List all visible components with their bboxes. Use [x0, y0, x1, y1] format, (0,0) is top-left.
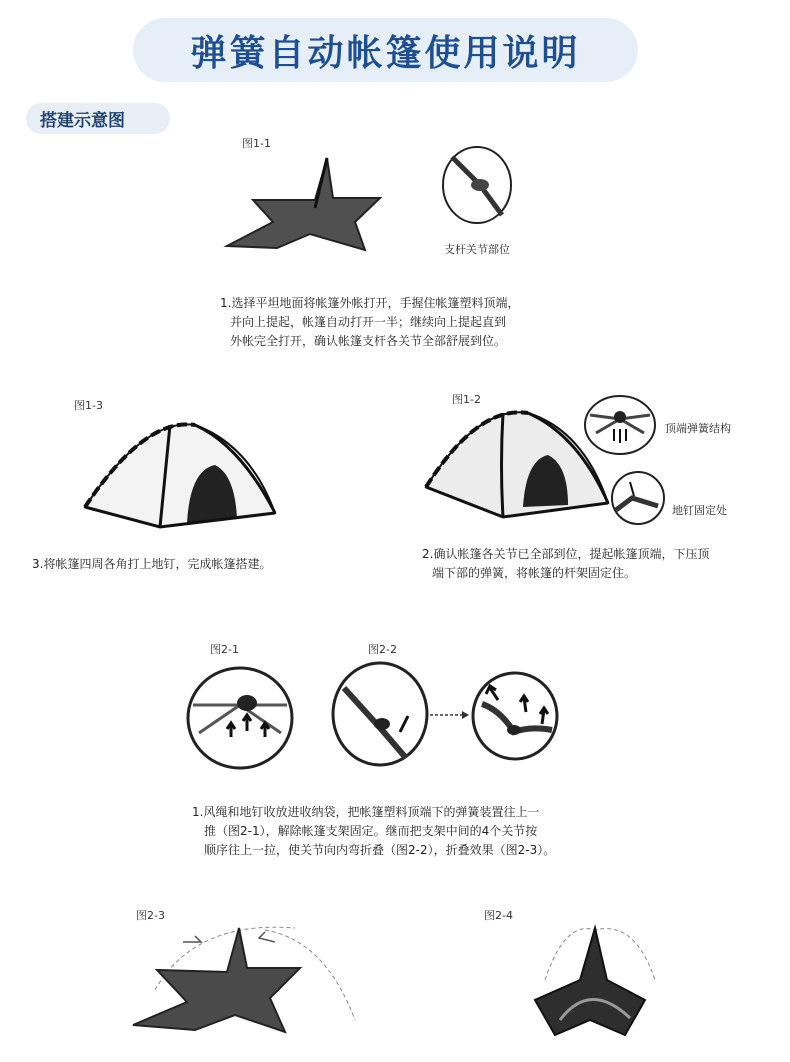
figure-2-1-label: 图2-1: [210, 643, 239, 656]
figure-1-1-label: 图1-1: [242, 137, 271, 150]
step-2-line: 2.确认帐篷各关节已全部到位，提起帐篷顶端，下压顶: [422, 547, 710, 561]
joint-callout: 支杆关节部位: [444, 243, 510, 256]
step-1-line: 并向上提起，帐篷自动打开一半；继续向上提起直到: [230, 315, 507, 329]
figure-2-2-label: 图2-2: [368, 643, 397, 656]
fold-step-text: [192, 803, 555, 860]
figure-1-3-label: 图1-3: [74, 399, 103, 412]
figure-2-2-joint-pull: [330, 660, 430, 768]
figure-2-4-label: 图2-4: [484, 909, 513, 922]
dashed-arrow: [430, 710, 470, 720]
figure-2-3-fold-effect: [125, 920, 365, 1045]
step-3-text: [32, 555, 271, 574]
figure-2-4-folded-tent: [525, 920, 665, 1045]
figure-1-3-pitched-tent: [75, 415, 285, 535]
fold-step-line: 推（图2-1），解除帐篷支架固定。继而把支架中间的4个关节按: [204, 824, 538, 838]
fold-step-line: 1.风绳和地钉收放进收纳袋，把帐篷塑料顶端下的弹簧装置往上一: [192, 805, 540, 819]
ground-fix-detail-circle: [610, 470, 666, 526]
figure-2-2-folding-detail: [470, 670, 560, 762]
top-spring-detail-circle: [582, 393, 658, 457]
step-1-text: [220, 294, 519, 351]
joint-detail-circle: [440, 145, 514, 227]
figure-2-1-spring-release: [185, 665, 295, 771]
figure-2-3-label: 图2-3: [136, 909, 165, 922]
step-1-line: 1.选择平坦地面将帐篷外帐打开，手握住帐篷塑料顶端，: [220, 296, 520, 310]
title-banner: [133, 18, 638, 82]
top-spring-callout: 顶端弹簧结构: [665, 422, 731, 435]
step-3-line: 3.将帐篷四周各角打上地钉，完成帐篷搭建。: [32, 557, 272, 571]
section-label: 搭建示意图: [40, 111, 125, 131]
figure-1-1-flat-tent: [215, 150, 395, 255]
page-title: 弹簧自动帐篷使用说明: [190, 32, 581, 74]
figure-1-2-label: 图1-2: [452, 393, 481, 406]
step-2-line: 端下部的弹簧，将帐篷的杆架固定住。: [432, 566, 637, 580]
fold-step-line: 顺序往上一拉，使关节向内弯折叠（图2-2），折叠效果（图2-3）。: [204, 843, 556, 857]
step-1-line: 外帐完全打开，确认帐篷支杆各关节全部舒展到位。: [230, 334, 507, 348]
ground-fix-callout: 地钉固定处: [672, 504, 727, 517]
section-tag: [26, 103, 170, 134]
step-2-text: [422, 545, 709, 583]
